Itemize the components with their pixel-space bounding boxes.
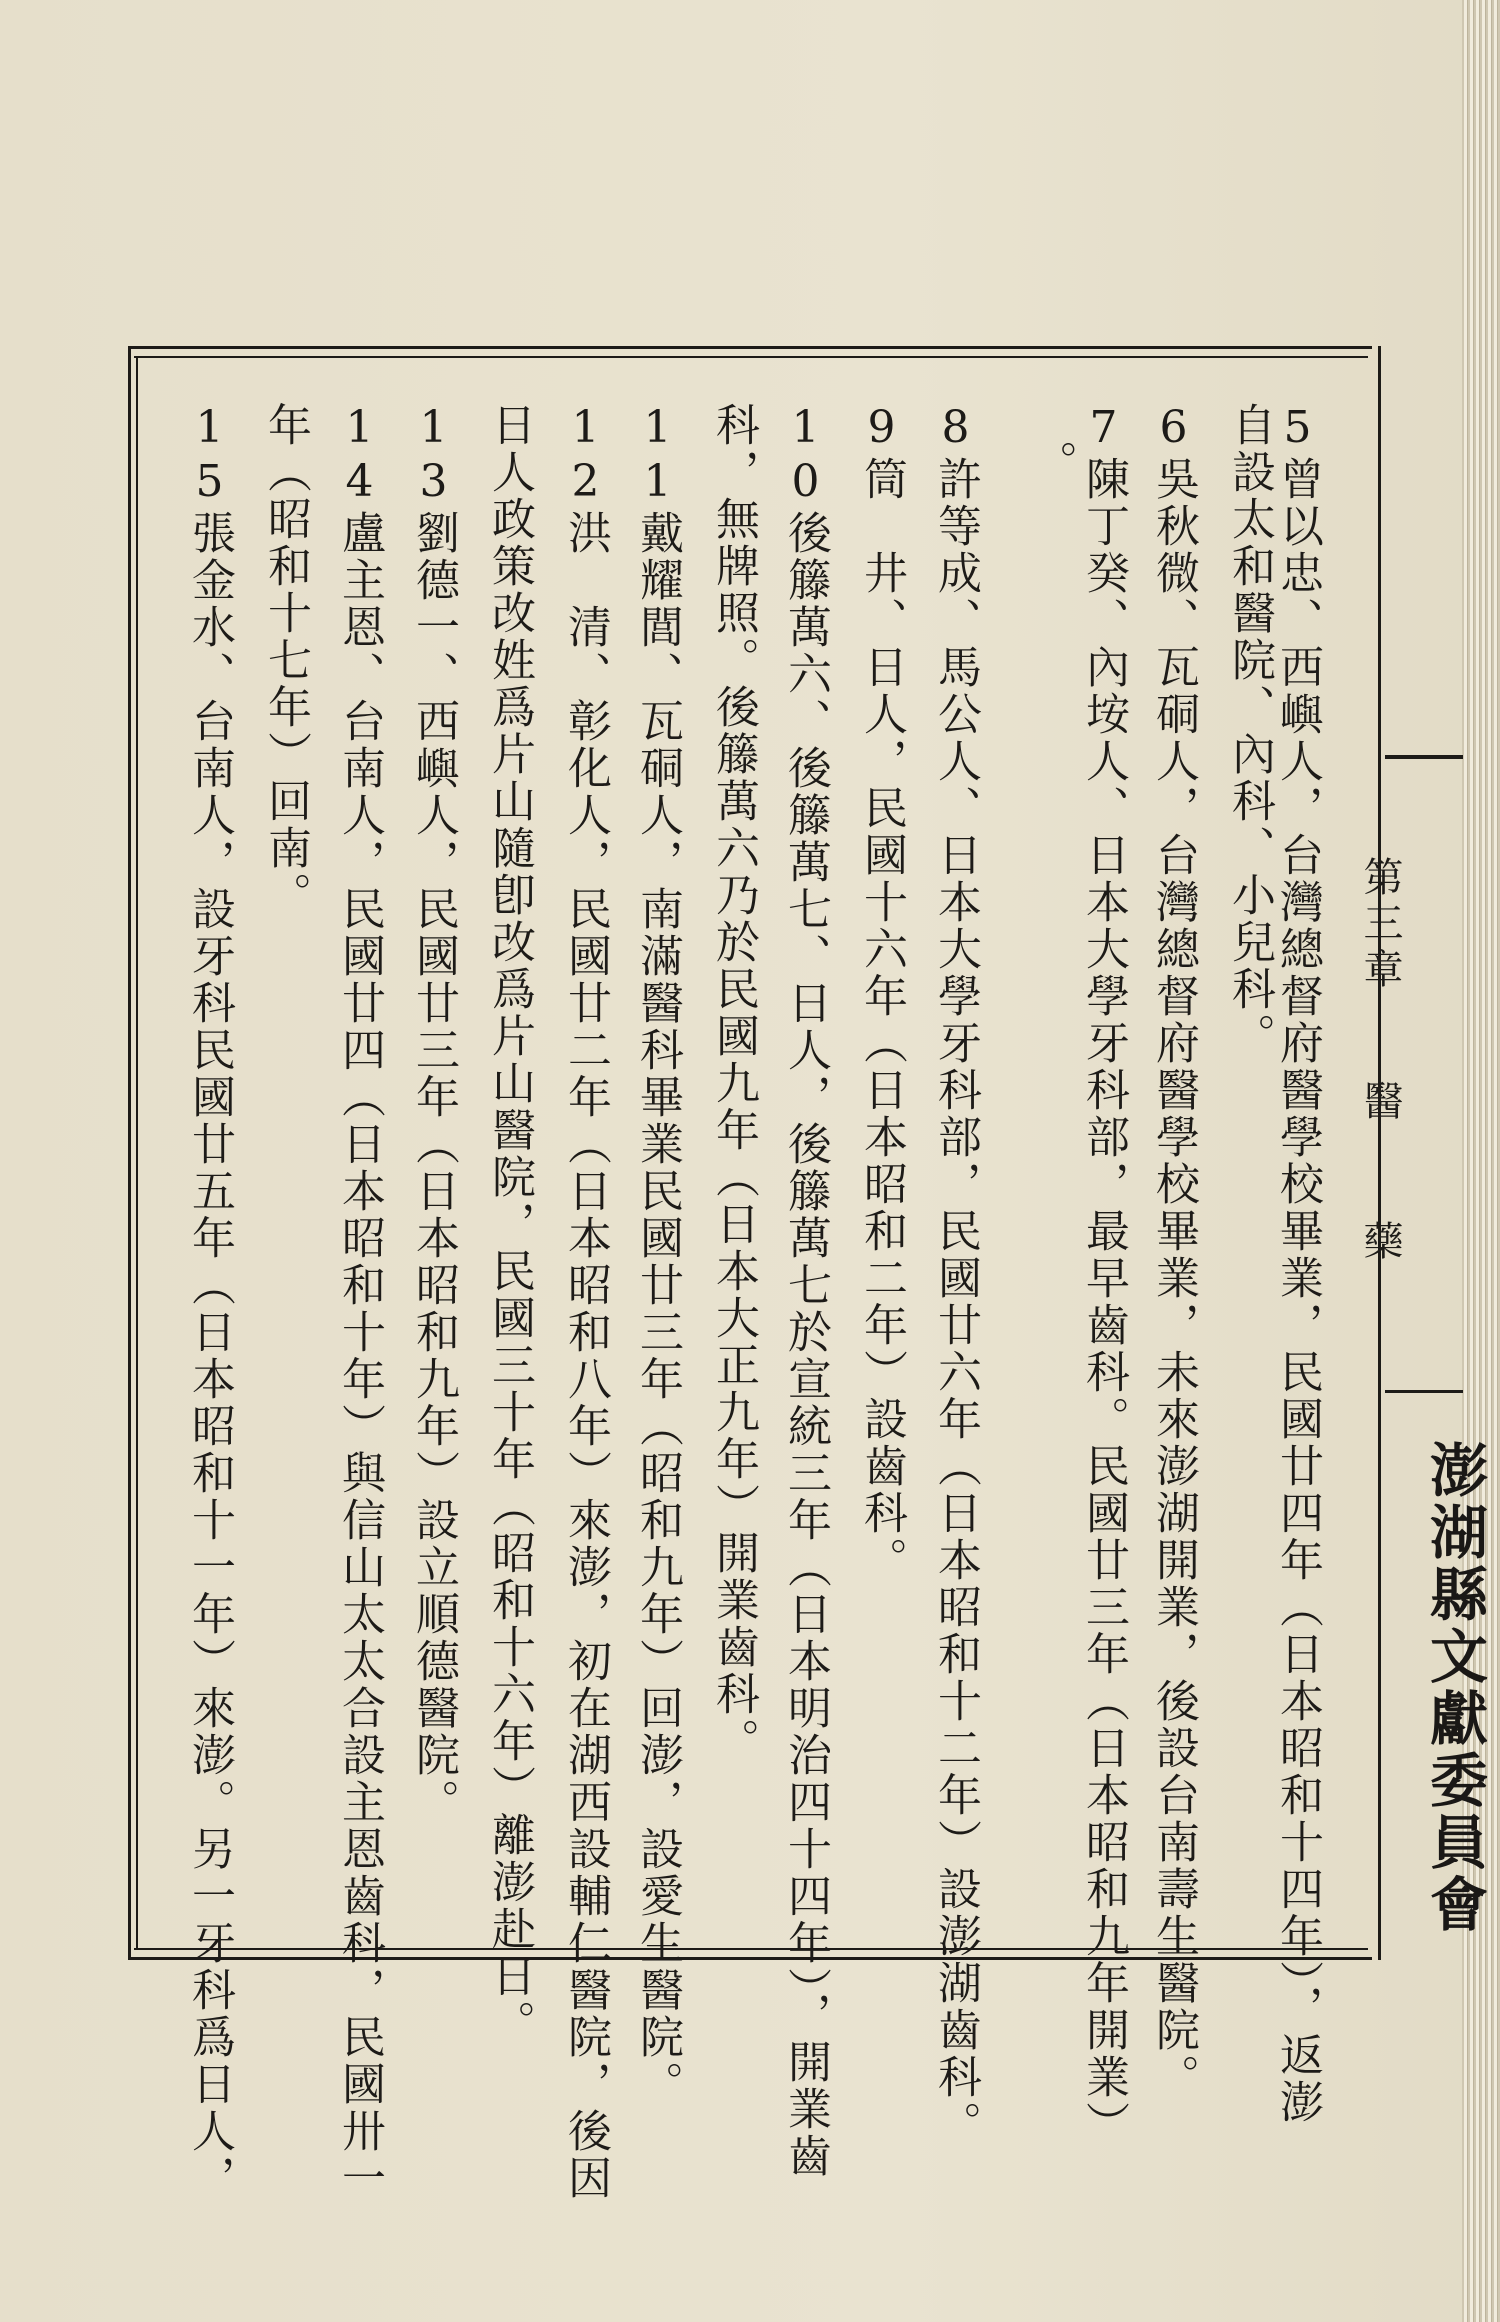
entry-7-line-1: 7陳丁癸、內垵人、日本大學牙科部，最早齒科。民國廿三年（日本昭和九年開業） (1078, 402, 1129, 2148)
entry-7-line-2: 。 (1026, 440, 1077, 487)
frame-top-rule-inner (134, 356, 1368, 358)
entry-14-line-1: 14盧主恩、台南人，民國廿四（日本昭和十年）與信山太太合設主恩齒科，民國卅一 (334, 402, 385, 2202)
entry-14-line-2: 年（昭和十七年）回南。 (260, 402, 311, 919)
entry-11-line-1: 11戴耀閭、瓦硐人，南滿醫科畢業民國廿三年（昭和九年）回澎，設愛生醫院。 (632, 402, 683, 2108)
entry-12-line-2: 日人政策改姓爲片山隨卽改爲片山醫院，民國三十年（昭和十六年）離澎赴日。 (484, 402, 535, 2047)
entry-6-line-1: 6吳秋微、瓦硐人，台灣總督府醫學校畢業，未來澎湖開業，後設台南壽生醫院。 (1148, 402, 1199, 2101)
publisher-name: 澎湖縣文獻委員會 (1420, 1440, 1488, 1936)
chapter-title: 醫 藥 (1357, 1080, 1403, 1290)
entry-10-line-2: 科，無牌照。後籐萬六乃於民國九年（日本大正九年）開業齒科。 (708, 402, 759, 1765)
entry-15-line-1: 15張金水、台南人，設牙科民國廿五年（日本昭和十一年）來澎。另一牙科爲日人， (184, 402, 235, 2202)
entry-8-line-1: 8許等成、馬公人、日本大學牙科部，民國廿六年（日本昭和十二年）設澎湖齒科。 (930, 402, 981, 2148)
page-edge-stack (1462, 0, 1500, 2322)
frame-left-rule-inner (136, 356, 138, 1950)
frame-top-rule (128, 346, 1372, 349)
header-mark-rule-2 (1385, 1390, 1463, 1393)
header-mark-rule (1385, 755, 1463, 759)
entry-12-line-1: 12洪 清、彰化人，民國廿二年（日本昭和八年）來澎，初在湖西設輔仁醫院，後因 (560, 402, 611, 2202)
entry-9-line-1: 9筒 井、日人，民國十六年（日本昭和二年）設齒科。 (856, 402, 907, 1584)
entry-10-line-1: 10後籐萬六、後籐萬七、日人，後籐萬七於宣統三年（日本明治四十四年），開業齒 (780, 402, 831, 2180)
chapter-number: 第三章 (1357, 856, 1403, 994)
entry-5-line-1: 5曾以忠、西嶼人，台灣總督府醫學校畢業，民國廿四年（日本昭和十四年），返澎 (1272, 402, 1323, 2126)
entry-13-line-1: 13劉德一、西嶼人，民國廿三年（日本昭和九年）設立順德醫院。 (408, 402, 459, 1826)
frame-left-rule (128, 346, 131, 1960)
entry-5-line-2: 自設太和醫院、內科、小兒科。 (1224, 402, 1275, 1060)
